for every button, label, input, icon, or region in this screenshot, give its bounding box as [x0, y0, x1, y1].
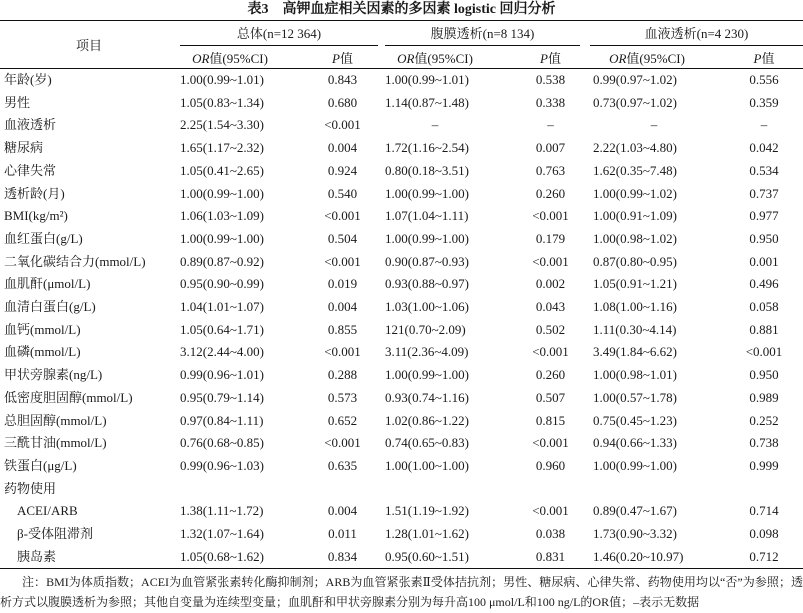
p-value-overall: 0.004	[327, 503, 358, 519]
or-value-peritoneal-dialysis: 0.93(0.88~0.97)	[385, 276, 469, 292]
or-value-hemodialysis: 0.89(0.47~1.67)	[593, 503, 677, 519]
p-value-hemodialysis: 0.738	[749, 435, 779, 451]
p-value-hemodialysis: 0.712	[749, 548, 779, 564]
p-value-peritoneal-dialysis: 0.815	[535, 412, 566, 428]
p-value-overall: 0.288	[327, 367, 358, 383]
or-symbol: OR	[609, 50, 627, 66]
table-row	[0, 228, 803, 251]
row-label: BMI(kg/m²)	[4, 208, 68, 224]
p-value-overall: 0.011	[328, 526, 357, 542]
table-row	[0, 205, 803, 228]
or-value-hemodialysis: –	[650, 117, 658, 133]
p-header-text: 值	[339, 50, 353, 66]
or-value-overall: 0.89(0.87~0.92)	[180, 253, 264, 269]
or-value-peritoneal-dialysis: 0.95(0.60~1.51)	[385, 548, 469, 564]
or-value-overall: 1.05(0.68~1.62)	[180, 548, 264, 564]
or-ci-header-overall	[178, 46, 305, 69]
p-value-hemodialysis: 0.881	[749, 321, 779, 337]
table-row	[0, 137, 803, 160]
or-value-peritoneal-dialysis: 3.11(2.36~4.09)	[385, 344, 469, 360]
or-value-hemodialysis: 1.00(0.91~1.09)	[593, 208, 677, 224]
p-value-peritoneal-dialysis: 0.179	[535, 230, 566, 246]
p-value-peritoneal-dialysis: –	[547, 117, 554, 133]
p-value-hemodialysis: 0.098	[749, 526, 779, 542]
or-value-peritoneal-dialysis: 1.00(0.99~1.00)	[385, 230, 469, 246]
row-label: 三酰甘油(mmol/L)	[4, 435, 107, 451]
p-value-overall: 0.504	[327, 230, 358, 246]
p-value-hemodialysis: 0.977	[749, 208, 779, 224]
or-symbol: OR	[192, 50, 210, 66]
table-row	[0, 183, 803, 206]
p-value-hemodialysis: 0.950	[749, 230, 779, 246]
table-body	[0, 69, 803, 569]
table-subrow	[0, 500, 803, 523]
or-value-hemodialysis: 1.00(0.99~1.00)	[593, 457, 677, 473]
or-value-hemodialysis: 1.08(1.00~1.16)	[593, 299, 677, 315]
regression-table	[0, 20, 803, 569]
row-label: 血红蛋白(g/L)	[4, 230, 83, 246]
p-header-hemodialysis	[725, 46, 803, 69]
p-value-peritoneal-dialysis: 0.763	[535, 162, 566, 178]
p-header-peritoneal-dialysis	[518, 46, 583, 69]
table-subrow	[0, 546, 803, 569]
item-column-header: 项目	[0, 21, 178, 69]
empty-cell	[305, 478, 380, 501]
table-row	[0, 364, 803, 387]
or-value-overall: 1.00(0.99~1.00)	[180, 230, 264, 246]
row-label: β-受体阻滞剂	[17, 526, 93, 542]
p-value-hemodialysis: 0.534	[749, 162, 779, 178]
p-value-peritoneal-dialysis: 0.038	[535, 526, 566, 542]
or-value-hemodialysis: 3.49(1.84~6.62)	[593, 344, 677, 360]
p-value-peritoneal-dialysis: 0.502	[535, 321, 566, 337]
p-header-text: 值	[547, 50, 561, 66]
or-value-overall: 0.97(0.84~1.11)	[180, 412, 264, 428]
row-label: 透析龄(月)	[4, 185, 65, 201]
or-value-overall: 1.00(0.99~1.00)	[180, 185, 264, 201]
p-value-hemodialysis: –	[760, 117, 768, 133]
or-value-overall: 1.04(1.01~1.07)	[180, 299, 264, 315]
p-value-peritoneal-dialysis: 0.538	[535, 72, 566, 87]
or-value-peritoneal-dialysis: 1.14(0.87~1.48)	[385, 94, 469, 110]
p-value-hemodialysis: 0.359	[749, 94, 779, 110]
or-value-overall: 0.95(0.90~0.99)	[180, 276, 264, 292]
row-label: 低密度胆固醇(mmol/L)	[4, 389, 133, 405]
or-ci-header-peritoneal-dialysis	[380, 46, 518, 69]
p-value-hemodialysis: 0.496	[749, 276, 779, 292]
or-value-hemodialysis: 1.62(0.35~7.48)	[593, 162, 677, 178]
p-value-hemodialysis: 0.989	[749, 389, 779, 405]
table-row	[0, 341, 803, 364]
or-value-hemodialysis: 1.00(0.98~1.01)	[593, 367, 677, 383]
p-value-peritoneal-dialysis: 0.007	[535, 140, 566, 156]
or-value-overall: 1.65(1.17~2.32)	[180, 140, 264, 156]
p-value-peritoneal-dialysis: <0.001	[532, 344, 569, 360]
or-value-overall: 1.00(0.99~1.01)	[180, 72, 264, 87]
p-value-peritoneal-dialysis: 0.338	[535, 94, 566, 110]
or-value-overall: 0.99(0.96~1.01)	[180, 367, 264, 383]
row-label: 血钙(mmol/L)	[4, 321, 81, 337]
or-symbol: OR	[397, 50, 415, 66]
or-header-text: 值(95%CI)	[414, 50, 473, 66]
or-ci-header-hemodialysis	[583, 46, 725, 69]
table-row	[0, 410, 803, 433]
table-row	[0, 387, 803, 410]
p-value-peritoneal-dialysis: 0.960	[535, 457, 566, 473]
p-value-peritoneal-dialysis: 0.260	[535, 185, 566, 201]
p-value-hemodialysis: 0.252	[749, 412, 779, 428]
group-header-overall	[178, 21, 380, 47]
or-value-hemodialysis: 1.73(0.90~3.32)	[593, 526, 677, 542]
or-value-overall: 0.95(0.79~1.14)	[180, 389, 264, 405]
or-value-peritoneal-dialysis: 0.90(0.87~0.93)	[385, 253, 469, 269]
table-row	[0, 478, 803, 501]
or-value-peritoneal-dialysis: 1.72(1.16~2.54)	[385, 140, 469, 156]
or-value-hemodialysis: 0.73(0.97~1.02)	[593, 94, 677, 110]
or-value-overall: 0.76(0.68~0.85)	[180, 435, 264, 451]
row-label: 糖尿病	[4, 140, 44, 156]
or-value-hemodialysis: 0.94(0.66~1.33)	[593, 435, 677, 451]
row-label: 血清白蛋白(g/L)	[4, 299, 96, 315]
group-header-peritoneal-dialysis	[380, 21, 583, 47]
row-label: 药物使用	[4, 480, 57, 496]
table-number: 表3	[247, 2, 269, 17]
or-value-hemodialysis: 1.46(0.20~10.97)	[593, 548, 684, 564]
table-row	[0, 114, 803, 137]
p-value-overall: 0.680	[327, 94, 358, 110]
or-value-peritoneal-dialysis: 1.00(0.99~1.00)	[385, 367, 469, 383]
p-value-overall: 0.573	[327, 389, 358, 405]
or-value-peritoneal-dialysis: 1.07(1.04~1.11)	[385, 208, 469, 224]
row-label: 总胆固醇(mmol/L)	[4, 412, 107, 428]
p-value-peritoneal-dialysis: 0.002	[535, 276, 566, 292]
empty-cell	[178, 478, 305, 501]
empty-cell	[380, 478, 518, 501]
or-header-text: 值(95%CI)	[626, 50, 685, 66]
p-value-overall: 0.855	[327, 321, 358, 337]
or-value-peritoneal-dialysis: 1.02(0.86~1.22)	[385, 412, 469, 428]
p-value-overall: <0.001	[324, 253, 361, 269]
p-symbol: P	[753, 50, 762, 66]
or-value-overall: 3.12(2.44~4.00)	[180, 344, 264, 360]
p-value-peritoneal-dialysis: 0.043	[535, 299, 566, 315]
table-footnote: 注：BMI为体质指数；ACEI为血管紧张素转化酶抑制剂；ARB为血管紧张素Ⅱ受体拮抗剂；男性、糖尿病、心律失常、药物使用均以“否”为参照；透析方式以腹膜透析为参照；其他自变量为连续型变量；血肌酐和甲状旁腺素分别为每升高100 μmol/L和100 ng/L的OR值；–表示无数据	[0, 575, 803, 610]
group-header-hemodialysis	[583, 21, 803, 47]
p-value-overall: 0.540	[327, 185, 358, 201]
p-value-overall: <0.001	[324, 117, 361, 133]
or-value-overall: 1.05(0.41~2.65)	[180, 162, 264, 178]
p-value-overall: <0.001	[324, 208, 361, 224]
p-value-overall: 0.834	[327, 548, 358, 564]
or-value-hemodialysis: 1.11(0.30~4.14)	[593, 321, 677, 337]
table-caption	[0, 0, 803, 19]
or-value-hemodialysis: 0.75(0.45~1.23)	[593, 412, 677, 428]
or-value-hemodialysis: 0.99(0.97~1.02)	[593, 72, 677, 87]
or-value-peritoneal-dialysis: 1.00(0.99~1.01)	[385, 72, 469, 87]
row-label: 年龄(岁)	[4, 72, 52, 87]
table-subrow	[0, 523, 803, 546]
row-label: 甲状旁腺素(ng/L)	[4, 367, 103, 383]
empty-cell	[518, 478, 583, 501]
or-value-hemodialysis: 1.00(0.57~1.78)	[593, 389, 677, 405]
p-header-text: 值	[761, 50, 775, 66]
empty-cell	[583, 478, 725, 501]
p-value-hemodialysis: 0.058	[749, 299, 779, 315]
p-value-overall: 0.019	[327, 276, 358, 292]
or-value-hemodialysis: 1.00(0.99~1.02)	[593, 185, 677, 201]
table-title: 高钾血症相关因素的多因素 logistic 回归分析	[282, 2, 556, 17]
or-value-peritoneal-dialysis: 0.93(0.74~1.16)	[385, 389, 469, 405]
table-row	[0, 69, 803, 92]
or-value-overall: 1.05(0.64~1.71)	[180, 321, 264, 337]
p-value-hemodialysis: 0.999	[749, 457, 779, 473]
or-value-hemodialysis: 1.00(0.98~1.02)	[593, 230, 677, 246]
or-value-hemodialysis: 2.22(1.03~4.80)	[593, 140, 677, 156]
p-value-peritoneal-dialysis: <0.001	[532, 435, 569, 451]
group-label-hemodialysis: 血液透析(n=4 230)	[590, 23, 803, 46]
row-label: 二氧化碳结合力(mmol/L)	[4, 253, 146, 269]
header-row-groups	[0, 21, 803, 47]
row-label: 血磷(mmol/L)	[4, 344, 81, 360]
or-value-overall: 1.06(1.03~1.09)	[180, 208, 264, 224]
p-value-overall: 0.652	[327, 412, 358, 428]
table-row	[0, 319, 803, 342]
group-label-overall: 总体(n=12 364)	[180, 23, 378, 46]
or-value-overall: 0.99(0.96~1.03)	[180, 457, 264, 473]
p-value-peritoneal-dialysis: <0.001	[532, 208, 569, 224]
row-label: 男性	[4, 94, 31, 110]
or-value-peritoneal-dialysis: 1.51(1.19~1.92)	[385, 503, 469, 519]
or-value-peritoneal-dialysis: 1.03(1.00~1.06)	[385, 299, 469, 315]
p-value-hemodialysis: 0.042	[749, 140, 779, 156]
p-value-overall: 0.004	[327, 299, 358, 315]
row-label: 血肌酐(μmol/L)	[4, 276, 91, 292]
p-value-hemodialysis: 0.556	[749, 72, 779, 87]
p-value-peritoneal-dialysis: <0.001	[532, 503, 569, 519]
p-value-peritoneal-dialysis: <0.001	[532, 253, 569, 269]
or-value-peritoneal-dialysis: –	[431, 117, 439, 133]
p-value-hemodialysis: <0.001	[745, 344, 783, 360]
p-value-overall: 0.004	[327, 140, 358, 156]
row-label: 心律失常	[4, 162, 57, 178]
table-row	[0, 160, 803, 183]
p-symbol: P	[332, 50, 340, 66]
p-value-overall: 0.635	[327, 457, 358, 473]
p-value-hemodialysis: 0.950	[749, 367, 779, 383]
or-value-peritoneal-dialysis: 1.00(1.00~1.00)	[385, 457, 469, 473]
p-value-hemodialysis: 0.737	[749, 185, 779, 201]
or-value-peritoneal-dialysis: 0.80(0.18~3.51)	[385, 162, 469, 178]
p-header-overall	[305, 46, 380, 69]
or-value-overall: 1.32(1.07~1.64)	[180, 526, 264, 542]
p-value-overall: 0.843	[327, 72, 358, 87]
table-row	[0, 251, 803, 274]
p-value-peritoneal-dialysis: 0.831	[535, 548, 566, 564]
table-header	[0, 21, 803, 69]
row-label: 铁蛋白(μg/L)	[4, 457, 77, 473]
or-value-peritoneal-dialysis: 0.74(0.65~0.83)	[385, 435, 469, 451]
p-value-hemodialysis: 0.001	[749, 253, 779, 269]
or-value-peritoneal-dialysis: 1.28(1.01~1.62)	[385, 526, 469, 542]
or-value-overall: 2.25(1.54~3.30)	[180, 117, 264, 133]
p-value-overall: <0.001	[324, 435, 361, 451]
group-label-peritoneal-dialysis: 腹膜透析(n=8 134)	[385, 23, 580, 46]
or-value-peritoneal-dialysis: 1.00(0.99~1.00)	[385, 185, 469, 201]
empty-cell	[725, 478, 803, 501]
p-value-peritoneal-dialysis: 0.507	[535, 389, 566, 405]
table-row	[0, 273, 803, 296]
or-header-text: 值(95%CI)	[209, 50, 268, 66]
or-value-overall: 1.38(1.11~1.72)	[180, 503, 264, 519]
or-value-hemodialysis: 0.87(0.80~0.95)	[593, 253, 677, 269]
p-value-hemodialysis: 0.714	[749, 503, 779, 519]
table-row	[0, 455, 803, 478]
row-label: 胰岛素	[17, 548, 57, 564]
row-label: 血液透析	[4, 117, 57, 133]
table-row	[0, 432, 803, 455]
or-value-hemodialysis: 1.05(0.91~1.21)	[593, 276, 677, 292]
p-value-overall: 0.924	[327, 162, 358, 178]
p-symbol: P	[540, 50, 548, 66]
or-value-peritoneal-dialysis: 121(0.70~2.09)	[385, 321, 466, 337]
p-value-peritoneal-dialysis: 0.260	[535, 367, 566, 383]
table-row	[0, 92, 803, 115]
or-value-overall: 1.05(0.83~1.34)	[180, 94, 264, 110]
p-value-overall: <0.001	[324, 344, 361, 360]
table-row	[0, 296, 803, 319]
row-label: ACEI/ARB	[17, 503, 78, 519]
